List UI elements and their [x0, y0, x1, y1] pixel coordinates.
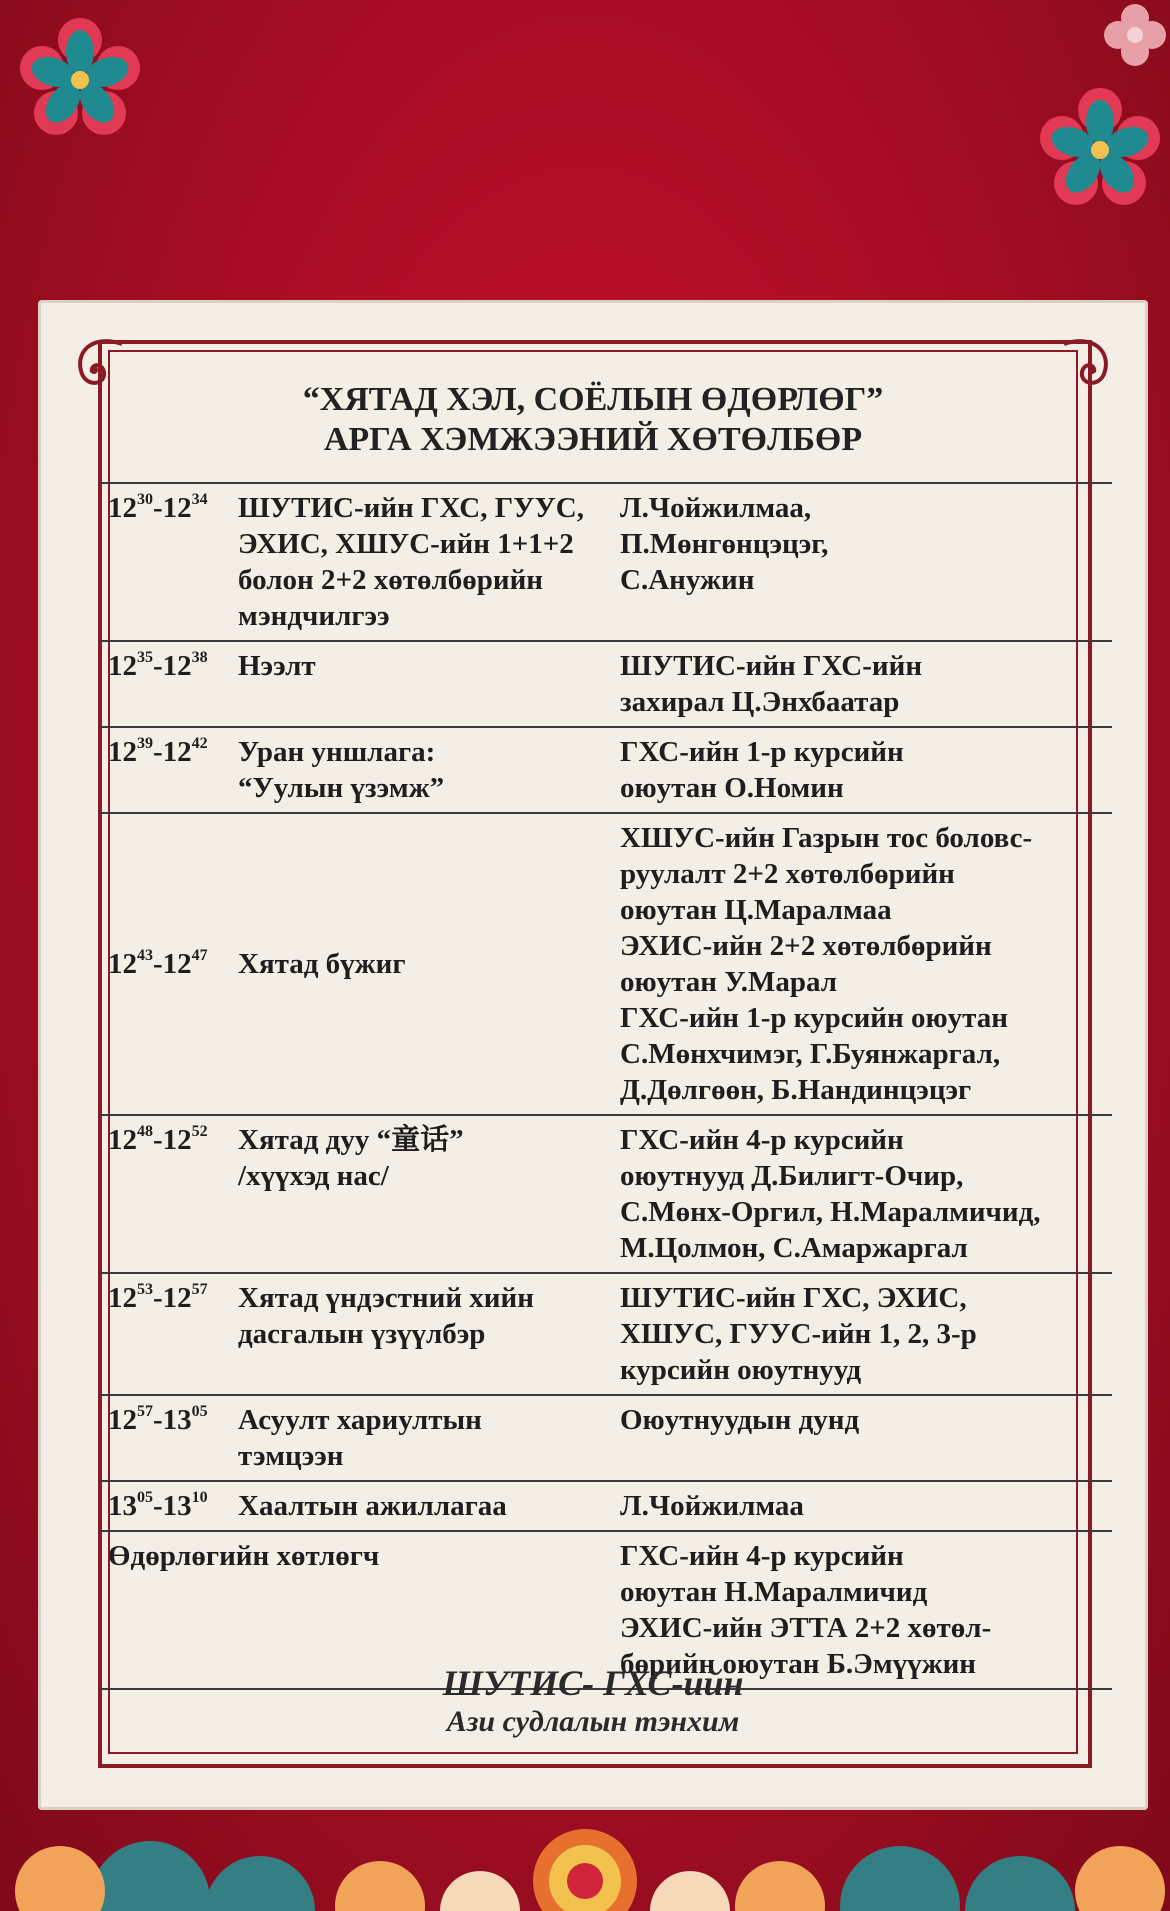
schedule-row [100, 727, 1112, 813]
performer-line: М.Цолмон, С.Амаржаргал [620, 1232, 968, 1264]
performer-line: курсийн оюутнууд [620, 1354, 862, 1386]
performers-cell [612, 1395, 1112, 1481]
performers-cell [612, 1115, 1112, 1273]
time-range: $12^{30}-12^{34}$ [108, 491, 208, 524]
hosts-label: Өдөрлөгийн хөтлөгч [108, 1540, 380, 1572]
performers-cell [612, 727, 1112, 813]
start-minute: 30 [137, 491, 153, 508]
end-hour: 12 [162, 948, 192, 980]
schedule-row [100, 641, 1112, 727]
activity-cell [230, 1115, 612, 1273]
end-hour: 12 [162, 1124, 192, 1156]
time-range: $12^{39}-12^{42}$ [108, 735, 208, 768]
activity-cell [230, 1273, 612, 1395]
schedule-row [100, 1395, 1112, 1481]
end-minute: 47 [191, 947, 208, 964]
activity-line: Нээлт [238, 650, 316, 682]
time-range: $12^{43}-12^{47}$ [108, 947, 208, 980]
end-minute: 57 [191, 1281, 208, 1298]
performer-line: С.Мөнх-Оргил, Н.Маралмичид, [620, 1196, 1041, 1228]
performer-line: захирал Ц.Энхбаатар [620, 686, 900, 718]
start-hour: 12 [108, 948, 137, 980]
start-minute: 53 [137, 1281, 153, 1298]
end-minute: 38 [191, 649, 208, 666]
cloud-ornament-bottom [0, 1741, 1170, 1911]
end-hour: 12 [162, 1282, 192, 1314]
time-range: $12^{48}-12^{52}$ [108, 1123, 208, 1156]
activity-line: дасгалын үзүүлбэр [238, 1318, 486, 1350]
small-flower-top-right [1100, 0, 1170, 70]
performer-line: Д.Дөлгөөн, Б.Нандинцэцэг [620, 1074, 972, 1106]
end-hour: 12 [162, 492, 192, 524]
start-hour: 12 [108, 650, 137, 682]
activity-cell [230, 641, 612, 727]
performer-line: ГХС-ийн 4-р курсийн [620, 1124, 904, 1156]
activity-cell [230, 1481, 612, 1531]
end-minute: 05 [191, 1403, 208, 1420]
time-range: $12^{57}-13^{05}$ [108, 1403, 208, 1436]
performers-cell [612, 1273, 1112, 1395]
title-line-1: “ХЯТАД ХЭЛ, СОЁЛЫН ӨДӨРЛӨГ” [302, 381, 884, 418]
flower-ornament-top-left [10, 10, 150, 150]
activity-line: ЭХИС, ХШУС-ийн 1+1+2 [238, 528, 574, 560]
performer-line: оюутнууд Д.Билигт-Очир, [620, 1160, 964, 1192]
activity-line: тэмцээн [238, 1440, 344, 1472]
start-minute: 39 [137, 735, 153, 752]
performer-line: ХШУС-ийн Газрын тос боловс- [620, 822, 1033, 854]
activity-cell [230, 483, 612, 641]
schedule-row [100, 1481, 1112, 1531]
performer-line: оюутан У.Марал [620, 966, 838, 998]
activity-line: Хятад бүжиг [238, 948, 406, 980]
performers-cell [612, 813, 1112, 1115]
start-minute: 48 [137, 1123, 153, 1140]
schedule-row [100, 483, 1112, 641]
start-minute: 35 [137, 649, 153, 666]
host-line: оюутан Н.Маралмичид [620, 1576, 928, 1608]
host-line: бөрийн оюутан Б.Эмүүжин [620, 1648, 977, 1680]
schedule-table [100, 482, 1112, 1690]
end-hour: 13 [162, 1404, 192, 1436]
end-minute: 10 [191, 1489, 208, 1506]
performer-line: ГХС-ийн 1-р курсийн [620, 736, 904, 768]
activity-line: Уран уншлага: [238, 736, 436, 768]
schedule-row [100, 813, 1112, 1115]
time-range: $12^{53}-12^{57}$ [108, 1281, 208, 1314]
activity-line: Хаалтын ажиллагаа [238, 1490, 507, 1522]
performer-line: руулалт 2+2 хөтөлбөрийн [620, 858, 955, 890]
activity-cell [230, 813, 612, 1115]
end-minute: 42 [191, 735, 208, 752]
activity-line: Хятад дуу “童话” [238, 1124, 464, 1156]
program-title [38, 380, 1148, 460]
performer-line: ХШУС, ГУУС-ийн 1, 2, 3-р [620, 1318, 977, 1350]
activity-cell [230, 727, 612, 813]
start-hour: 12 [108, 1124, 137, 1156]
activity-line: Асуулт хариултын [238, 1404, 482, 1436]
performer-line: ШУТИС-ийн ГХС-ийн [620, 650, 923, 682]
performer-line: ГХС-ийн 1-р курсийн оюутан [620, 1002, 1008, 1034]
performer-line: П.Мөнгөнцэцэг, [620, 528, 829, 560]
start-hour: 13 [108, 1490, 137, 1522]
activity-cell [230, 1395, 612, 1481]
end-hour: 12 [162, 650, 192, 682]
host-line: ЭХИС-ийн ЭТТА 2+2 хөтөл- [620, 1612, 992, 1644]
end-minute: 52 [191, 1123, 208, 1140]
department-name [38, 1704, 1148, 1740]
end-hour: 12 [162, 736, 192, 768]
performer-line: ЭХИС-ийн 2+2 хөтөлбөрийн [620, 930, 992, 962]
start-minute: 43 [137, 947, 153, 964]
performer-line: С.Анужин [620, 564, 755, 596]
activity-line: болон 2+2 хөтөлбөрийн [238, 564, 544, 596]
performers-cell [612, 483, 1112, 641]
footer-line-2: Ази судлалын тэнхим [446, 1705, 740, 1738]
performer-line: Оюутнуудын дунд [620, 1404, 860, 1436]
start-hour: 12 [108, 1404, 137, 1436]
performer-line: С.Мөнхчимэг, Г.Буянжаргал, [620, 1038, 1001, 1070]
end-minute: 34 [191, 491, 208, 508]
performers-cell [612, 1481, 1112, 1531]
activity-line: мэндчилгээ [238, 600, 390, 632]
activity-line: ШУТИС-ийн ГХС, ГУУС, [238, 492, 584, 524]
start-hour: 12 [108, 736, 137, 768]
activity-line: Хятад үндэстний хийн [238, 1282, 534, 1314]
start-hour: 12 [108, 1282, 137, 1314]
schedule-row [100, 1273, 1112, 1395]
performer-line: оюутан О.Номин [620, 772, 844, 804]
organizer-name [38, 1662, 1148, 1704]
end-hour: 13 [162, 1490, 192, 1522]
performer-line: Л.Чойжилмаа, [620, 492, 812, 524]
start-minute: 57 [137, 1403, 153, 1420]
title-line-2: АРГА ХЭМЖЭЭНИЙ ХӨТӨЛБӨР [323, 421, 863, 458]
program-card [38, 300, 1148, 1810]
time-range: $13^{05}-13^{10}$ [108, 1489, 208, 1522]
performer-line: ШУТИС-ийн ГХС, ЭХИС, [620, 1282, 967, 1314]
host-line: ГХС-ийн 4-р курсийн [620, 1540, 904, 1572]
performers-cell [612, 641, 1112, 727]
performer-line: оюутан Ц.Маралмаа [620, 894, 892, 926]
start-hour: 12 [108, 492, 137, 524]
schedule-row [100, 1115, 1112, 1273]
footer-line-1: ШУТИС- ГХС-ийн [442, 1663, 744, 1703]
activity-line: /хүүхэд нас/ [238, 1160, 389, 1192]
start-minute: 05 [137, 1489, 153, 1506]
flower-ornament-top-right [1030, 80, 1170, 220]
time-range: $12^{35}-12^{38}$ [108, 649, 208, 682]
performer-line: Л.Чойжилмаа [620, 1490, 804, 1522]
activity-line: “Уулын үзэмж” [238, 772, 445, 804]
